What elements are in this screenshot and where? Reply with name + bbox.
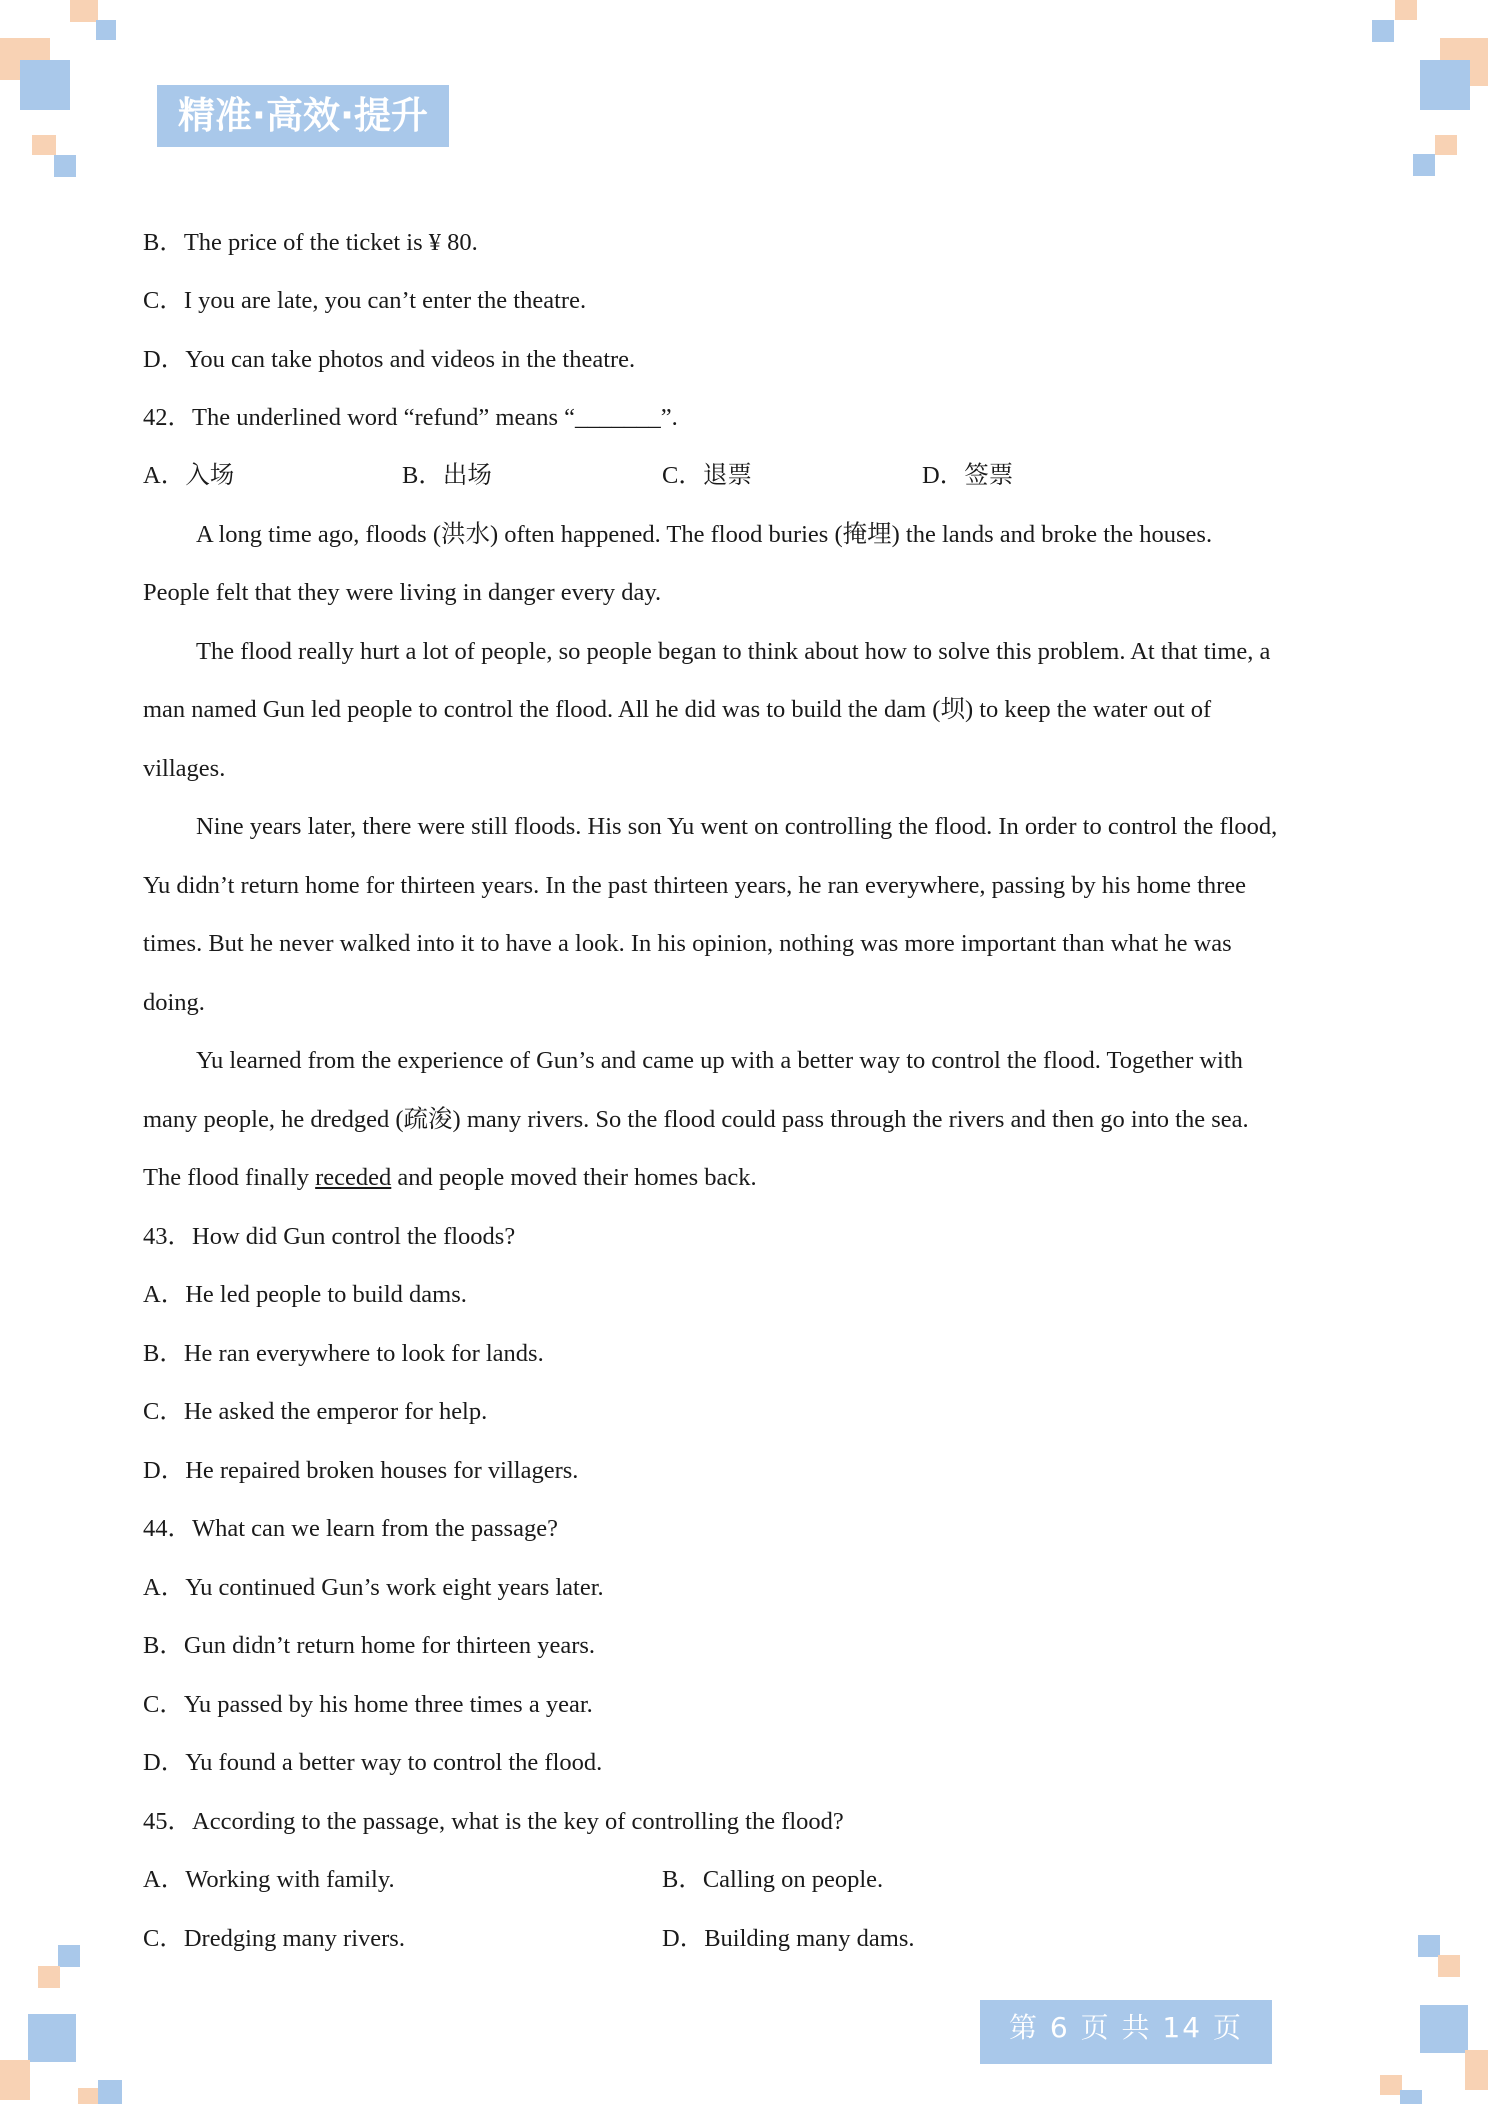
q45-option-c: C．Dredging many rivers. <box>143 1925 405 1952</box>
q43-option-b: B．He ran everywhere to look for lands. <box>143 1340 544 1367</box>
q43-option-c: C．He asked the emperor for help. <box>143 1398 488 1425</box>
decor-square <box>32 135 56 155</box>
decor-square <box>1420 2005 1468 2053</box>
q42-option-b: B．出场 <box>402 462 492 489</box>
q45-option-b: B．Calling on people. <box>662 1866 884 1893</box>
passage-line: Yu learned from the experience of Gun’s and came up with a better way to control the flood. Together with <box>196 1047 1243 1074</box>
passage-line: People felt that they were living in danger every day. <box>143 579 662 606</box>
decor-square <box>54 155 76 177</box>
underlined-word: receded <box>315 1164 392 1191</box>
q45-stem: 45．According to the passage, what is the key of controlling the flood? <box>143 1808 844 1835</box>
q45-option-d: D．Building many dams. <box>662 1925 915 1952</box>
decor-square <box>1435 135 1457 155</box>
decor-square <box>96 20 116 40</box>
decor-square <box>38 1966 60 1988</box>
decor-square <box>28 2014 76 2062</box>
q42-option-a: A．入场 <box>143 462 235 489</box>
q42-stem: 42．The underlined word “refund” means “_______”. <box>143 404 678 431</box>
decor-square <box>1420 60 1470 110</box>
passage-line: Yu didn’t return home for thirteen years. In the past thirteen years, he ran everywhere, passing by his home three <box>143 872 1247 899</box>
passage-line: man named Gun led people to control the flood. All he did was to build the dam (坝) to keep the water out of <box>143 696 1212 723</box>
passage-line: times. But he never walked into it to have a look. In his opinion, nothing was more important than what he was <box>143 930 1232 957</box>
decor-square <box>1438 1955 1460 1977</box>
passage-line: villages. <box>143 755 226 782</box>
passage-line: Nine years later, there were still floods. His son Yu went on controlling the flood. In order to control the flood, <box>196 813 1278 840</box>
decor-square <box>1465 2050 1488 2090</box>
decor-square <box>1372 20 1394 42</box>
q44-option-c: C．Yu passed by his home three times a year. <box>143 1691 593 1718</box>
passage-line: The flood really hurt a lot of people, so people began to think about how to solve this problem. At that time, a <box>196 638 1271 665</box>
passage-line: A long time ago, floods (洪水) often happened. The flood buries (掩埋) the lands and broke the houses. <box>196 521 1213 548</box>
q43-option-a: A．He led people to build dams. <box>143 1281 467 1308</box>
decor-square <box>1395 0 1417 20</box>
q44-option-d: D．Yu found a better way to control the flood. <box>143 1749 603 1776</box>
q45-option-a: A．Working with family. <box>143 1866 395 1893</box>
decor-square <box>1400 2090 1422 2104</box>
decor-square <box>58 1945 80 1967</box>
decor-square <box>1418 1935 1440 1957</box>
passage-line: many people, he dredged (疏浚) many rivers. So the flood could pass through the rivers and then go into the sea. <box>143 1106 1249 1133</box>
page-number: 第 6 页 共 14 页 <box>980 2000 1272 2064</box>
decor-square <box>78 2088 98 2104</box>
q41-option-b: B．The price of the ticket is ¥ 80. <box>143 229 478 256</box>
decor-square <box>98 2080 122 2104</box>
q43-stem: 43．How did Gun control the floods? <box>143 1223 516 1250</box>
decor-square <box>20 60 70 110</box>
passage-line: doing. <box>143 989 205 1016</box>
decor-square <box>1413 154 1435 176</box>
passage-text: The flood finally <box>143 1164 316 1191</box>
decor-square <box>1380 2075 1402 2095</box>
q43-option-d: D．He repaired broken houses for villagers. <box>143 1457 579 1484</box>
q44-option-a: A．Yu continued Gun’s work eight years later. <box>143 1574 604 1601</box>
header-banner: 精准·高效·提升 <box>157 85 449 147</box>
q42-option-c: C．退票 <box>662 462 752 489</box>
q44-stem: 44．What can we learn from the passage? <box>143 1515 558 1542</box>
q42-option-d: D．签票 <box>922 462 1014 489</box>
q44-option-b: B．Gun didn’t return home for thirteen years. <box>143 1632 596 1659</box>
q41-option-c: C．I you are late, you can’t enter the theatre. <box>143 287 587 314</box>
decor-square <box>70 0 98 22</box>
passage-line <box>143 1163 757 1193</box>
decor-square <box>0 2060 30 2100</box>
passage-text: and people moved their homes back. <box>391 1164 757 1191</box>
q41-option-d: D．You can take photos and videos in the theatre. <box>143 346 636 373</box>
